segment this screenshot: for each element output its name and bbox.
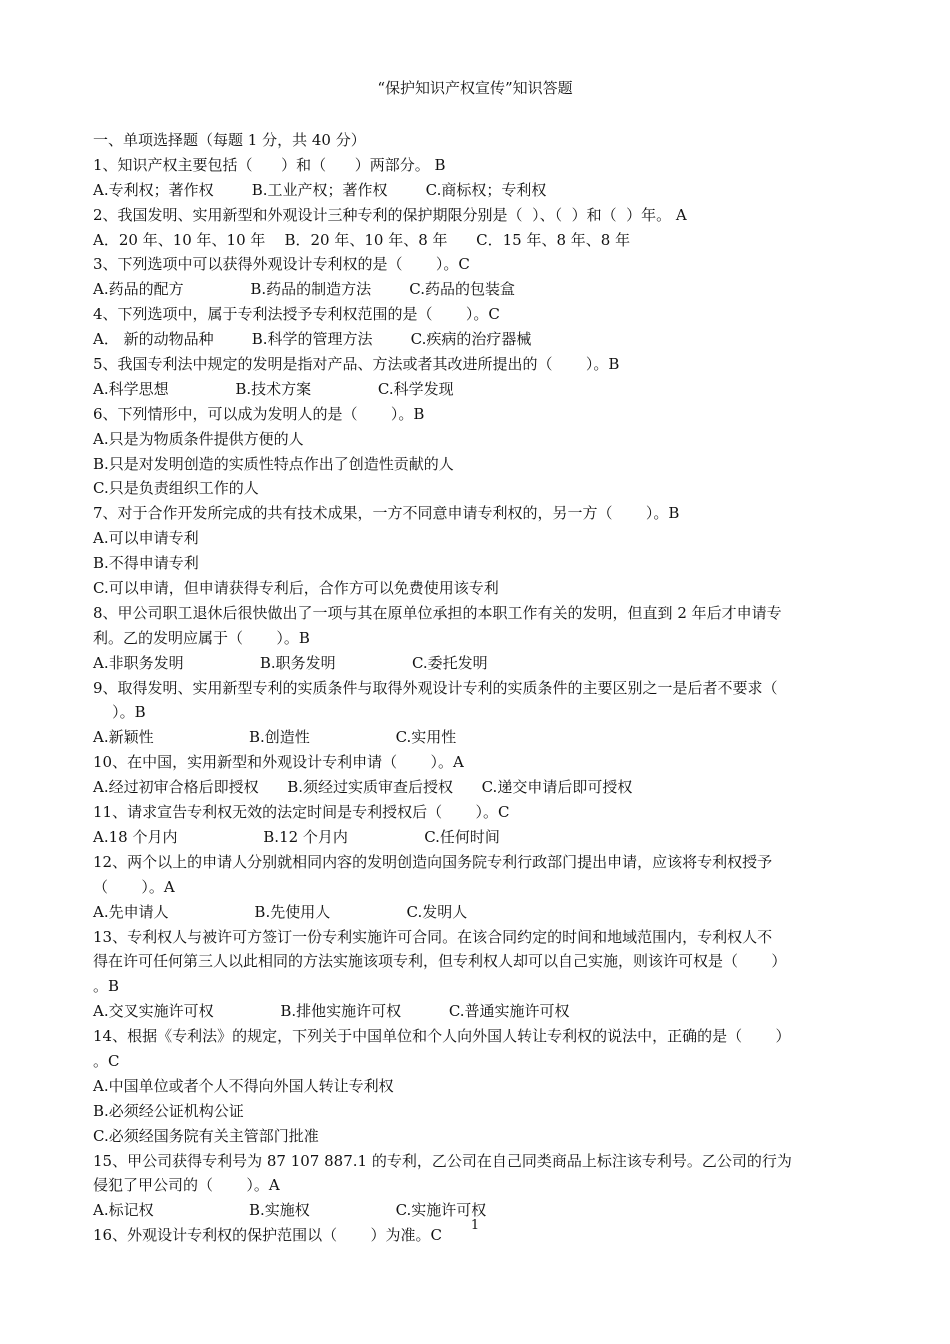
text-line: 15、甲公司获得专利号为 87 107 887.1 的专利，乙公司在自己同类商品上标注该专利号。乙公司的行为	[93, 1151, 792, 1170]
question-list	[93, 128, 863, 1248]
text-line: 13、专利权人与被许可方签订一份专利实施许可合同。在该合同约定的时间和地域范围内，专利权人不	[93, 927, 773, 946]
text-line: B.必须经公证机构公证	[93, 1101, 244, 1120]
text-line: A.18 个月内 B.12 个月内 C.任何时间	[93, 827, 500, 846]
text-line: 7、对于合作开发所完成的共有技术成果，一方不同意申请专利权的，另一方（ ）。B	[93, 504, 680, 523]
text-line: 12、两个以上的申请人分别就相同内容的发明创造向国务院专利行政部门提出申请，应该将专利权授予	[93, 852, 773, 871]
text-line: 10、在中国，实用新型和外观设计专利申请（ ）。A	[93, 753, 464, 772]
text-line: A.交叉实施许可权 B.排他实施许可权 C.普通实施许可权	[93, 1002, 570, 1021]
text-line: 3、下列选项中可以获得外观设计专利权的是（ ）。C	[93, 255, 470, 274]
text-line: 得在许可任何第三人以此相同的方法实施该项专利，但专利权人却可以自己实施，则该许可权是（ ）	[93, 952, 787, 971]
text-line: 6、下列情形中，可以成为发明人的是（ ）。B	[93, 404, 425, 423]
text-line: B.不得申请专利	[93, 554, 199, 573]
text-line: A.科学思想 B.技术方案 C.科学发现	[93, 379, 454, 398]
text-line: 11、请求宣告专利权无效的法定时间是专利授权后（ ）。C	[93, 803, 510, 822]
text-line: A.中国单位或者个人不得向外国人转让专利权	[93, 1076, 394, 1095]
page-number: 1	[470, 1218, 480, 1233]
text-line: 利。乙的发明应属于（ ）。B	[93, 628, 310, 647]
text-line: 4、下列选项中，属于专利法授予专利权范围的是（ ）。C	[93, 305, 500, 324]
text-line: A.药品的配方 B.药品的制造方法 C.药品的包装盒	[93, 280, 516, 299]
document-title: “保护知识产权宣传”知识答题	[377, 79, 573, 97]
text-line: 侵犯了甲公司的（ ）。A	[93, 1176, 280, 1195]
text-line: 5、我国专利法中规定的发明是指对产品、方法或者其改进所提出的（ ）。B	[93, 355, 620, 374]
text-line: 16、外观设计专利权的保护范围以（ ）为准。C	[93, 1226, 442, 1245]
text-line: A.只是为物质条件提供方便的人	[93, 429, 304, 448]
text-line: 。B	[93, 977, 120, 996]
text-line: A.新颖性 B.创造性 C.实用性	[93, 728, 457, 747]
text-line: 。C	[93, 1051, 120, 1070]
text-line: A.非职务发明 B.职务发明 C.委托发明	[93, 653, 488, 672]
text-line: A.经过初审合格后即授权 B.须经过实质审查后授权 C.递交申请后即可授权	[93, 778, 633, 797]
text-line: A.标记权 B.实施权 C.实施许可权	[93, 1201, 487, 1220]
text-line: 8、甲公司职工退休后很快做出了一项与其在原单位承担的本职工作有关的发明，但直到 2 年后才申请专	[93, 603, 782, 622]
text-line: 一、单项选择题（每题 1 分，共 40 分）	[93, 131, 366, 149]
text-line: A．20 年、10 年、10 年 B．20 年、10 年、8 年 C．15 年、8 年、8 年	[93, 230, 631, 249]
text-line: 9、取得发明、实用新型专利的实质条件与取得外观设计专利的实质条件的主要区别之一是后者不要求（	[93, 678, 778, 697]
text-line: 2、我国发明、实用新型和外观设计三种专利的保护期限分别是（ ）、（ ）和（ ）年。 A	[93, 205, 687, 224]
text-line: 1、知识产权主要包括（ ）和（ ）两部分。 B	[93, 155, 446, 174]
text-line: A． 新的动物品种 B.科学的管理方法 C.疾病的治疗器械	[93, 330, 532, 349]
text-line: A.可以申请专利	[93, 529, 199, 548]
text-line: B.只是对发明创造的实质性特点作出了创造性贡献的人	[93, 454, 454, 473]
text-line: 14、根据《专利法》的规定，下列关于中国单位和个人向外国人转让专利权的说法中，正确的是（ ）	[93, 1027, 791, 1046]
text-line: C.只是负责组织工作的人	[93, 479, 259, 498]
text-line: C.必须经国务院有关主管部门批准	[93, 1126, 319, 1145]
text-line: A.专利权；著作权 B.工业产权；著作权 C.商标权；专利权	[93, 180, 547, 199]
text-line: （ ）。A	[93, 877, 175, 896]
text-line: C.可以申请，但申请获得专利后，合作方可以免费使用该专利	[93, 579, 499, 598]
text-line: A.先申请人 B.先使用人 C.发明人	[93, 902, 468, 921]
text-line: ）。B	[93, 703, 146, 722]
